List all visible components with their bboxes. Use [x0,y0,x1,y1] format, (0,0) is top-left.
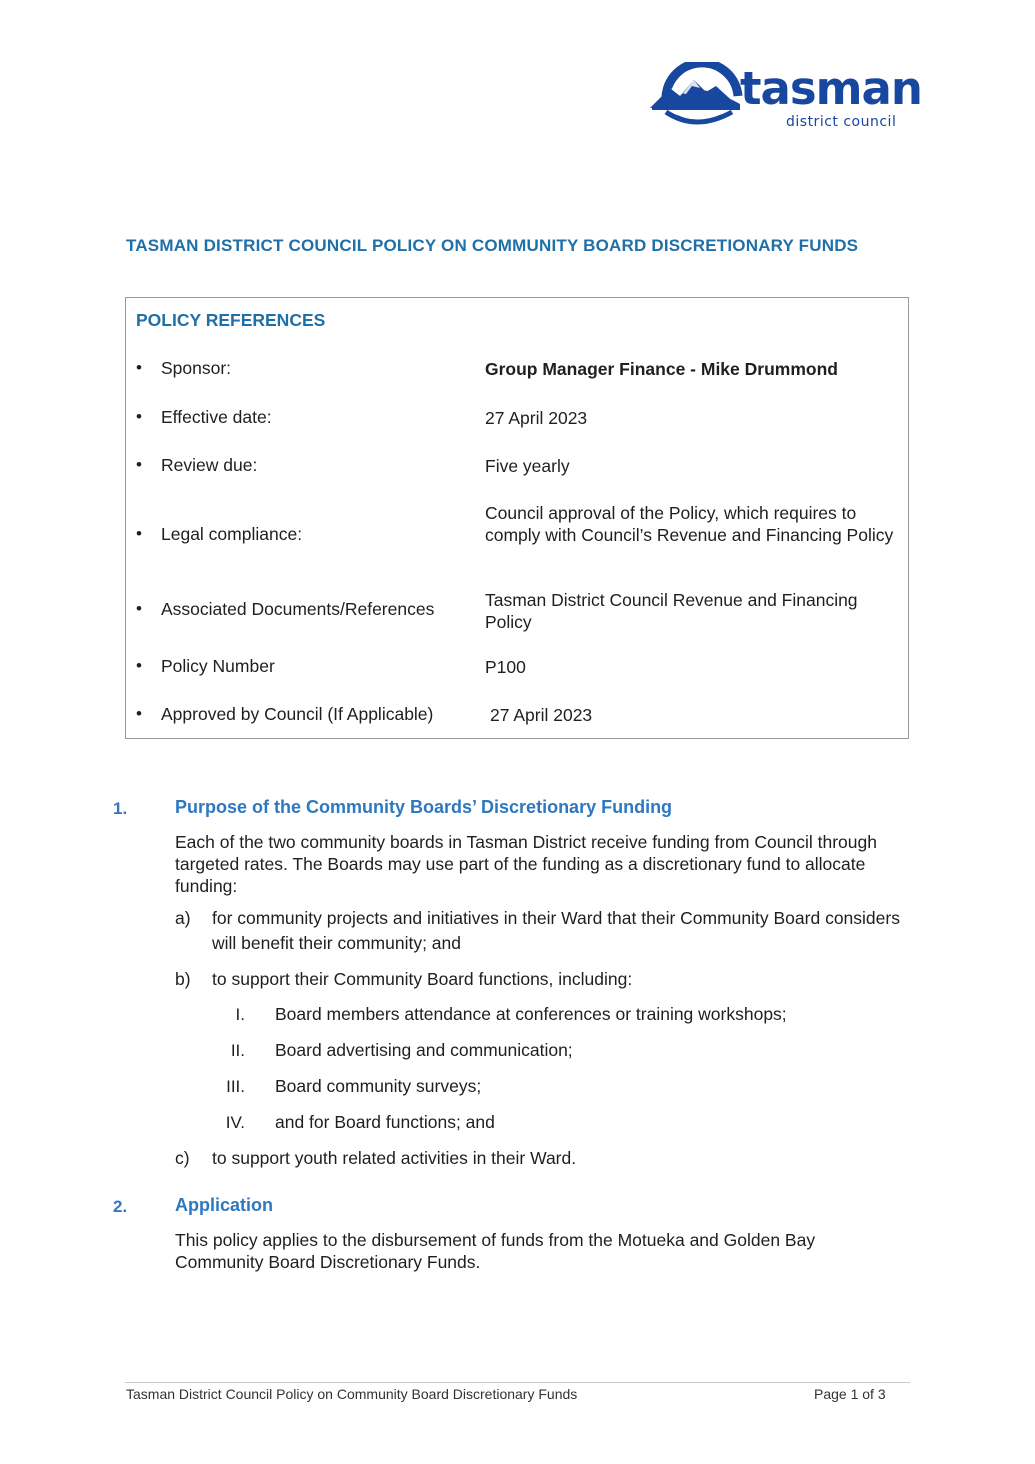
item-text-c: to support youth related activities in their Ward. [212,1148,577,1168]
bullet-icon: • [136,524,142,543]
ref-label: Associated Documents/References [161,599,435,619]
roman-numeral-2: II. [230,1041,245,1060]
logo-wordmark: tasman [740,62,922,115]
roman-numeral-3: III. [226,1077,245,1096]
ref-label: Legal compliance: [161,524,303,544]
ref-label: Sponsor: [161,358,232,378]
roman-text-1: Board members attendance at conferences or training workshops; [275,1004,787,1024]
ref-value: P100 [485,657,526,677]
section-1-intro: Each of the two community boards in Tasman District receive funding from Council through targeted rates. The Boards may use part of the funding as a discretionary fund to allocate funding: [175,832,877,896]
bullet-icon: • [136,358,142,377]
bullet-icon: • [136,407,142,426]
item-letter-b: b) [175,969,191,989]
bullet-icon: • [136,599,142,618]
logo-subtitle: district council [786,114,897,130]
ref-label: Approved by Council (If Applicable) [161,704,434,724]
ref-value: 27 April 2023 [485,408,588,428]
section-2-intro: This policy applies to the disbursement of funds from the Motueka and Golden Bay Community Board Discretionary Funds. [175,1230,816,1272]
section-2-number: 2. [113,1197,128,1216]
bullet-icon: • [136,656,142,675]
footer-divider [125,1382,910,1383]
section-1-number: 1. [113,799,128,818]
bullet-icon: • [136,704,142,723]
ref-value: Council approval of the Policy, which requires to comply with Council’s Revenue and Financing Policy [485,503,894,545]
ref-label: Effective date: [161,407,272,427]
item-letter-a: a) [175,908,191,928]
bullet-icon: • [136,455,142,474]
tasman-logo [648,62,922,134]
footer-page-number: Page 1 of 3 [814,1386,886,1402]
section-1-title: Purpose of the Community Boards’ Discretionary Funding [175,797,673,817]
roman-text-3: Board community surveys; [275,1076,482,1096]
ref-value: Five yearly [485,456,570,476]
item-letter-c: c) [175,1148,190,1168]
section-2-title: Application [175,1195,273,1215]
item-text-a: for community projects and initiatives in their Ward that their Community Board considers will benefit their community; and [212,908,900,953]
item-text-b: to support their Community Board functions, including: [212,969,633,989]
ref-value: Tasman District Council Revenue and Financing Policy [485,590,858,632]
ref-label: Review due: [161,455,258,475]
document-title: TASMAN DISTRICT COUNCIL POLICY ON COMMUNITY BOARD DISCRETIONARY FUNDS [126,236,859,255]
policy-references-heading: POLICY REFERENCES [136,310,326,330]
roman-numeral-1: I. [235,1005,245,1024]
roman-text-2: Board advertising and communication; [275,1040,573,1060]
ref-label: Policy Number [161,656,275,676]
ref-value: Group Manager Finance - Mike Drummond [485,359,838,379]
ref-value: 27 April 2023 [490,705,593,725]
policy-references-box [125,297,909,739]
roman-numeral-4: IV. [225,1113,245,1132]
mountain-logo-icon [648,62,744,134]
roman-text-4: and for Board functions; and [275,1112,495,1132]
footer-document-title: Tasman District Council Policy on Community Board Discretionary Funds [126,1386,578,1402]
